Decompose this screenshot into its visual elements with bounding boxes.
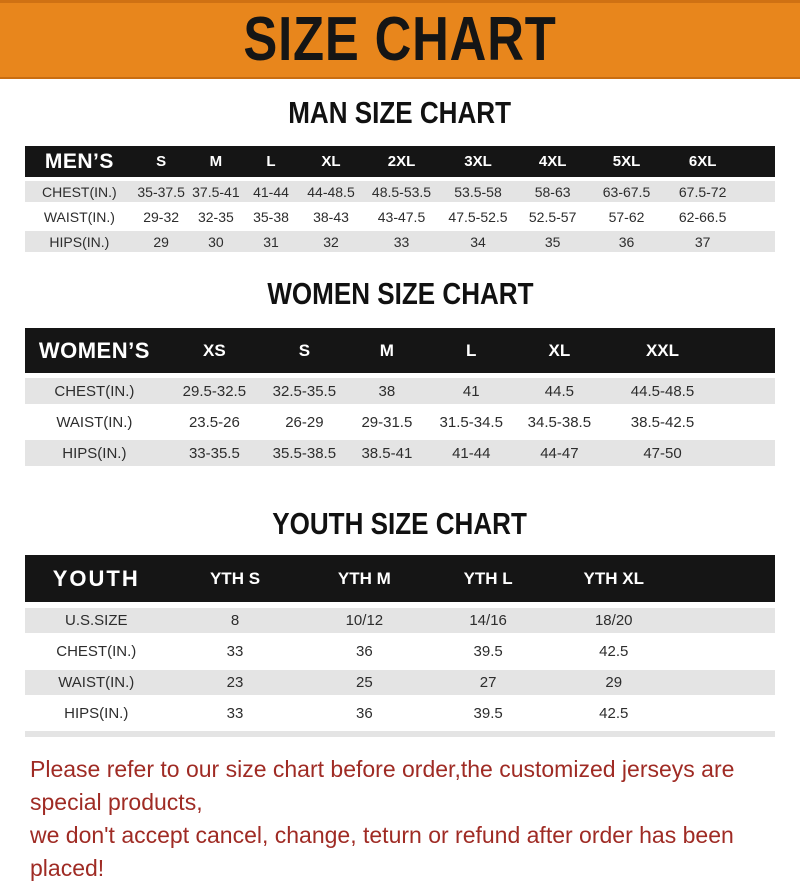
size-cell: 32: [323, 233, 339, 250]
size-cell: 27: [479, 674, 497, 691]
size-cell: 32-35: [197, 208, 234, 225]
size-cell: 36: [618, 233, 635, 250]
women-column-header: L: [466, 340, 477, 360]
size-cell: 38-43: [313, 208, 349, 225]
size-cell: 43-47.5: [377, 208, 426, 225]
men-column-header: 3XL: [464, 153, 492, 170]
size-cell: 48.5-53.5: [371, 183, 432, 200]
banner-title: SIZE CHART: [243, 5, 557, 74]
youth-section-heading: YOUTH SIZE CHART: [272, 506, 528, 541]
women-waist-row: [25, 409, 775, 435]
women-chest-row: [25, 378, 775, 404]
men-size-table: [25, 146, 775, 252]
youth-size-table: [25, 555, 775, 737]
row-label: CHEST(IN.): [54, 382, 135, 400]
order-disclaimer: [0, 753, 800, 885]
size-cell: 10/12: [345, 612, 384, 629]
men-column-header: XL: [321, 153, 341, 170]
size-cell: 39.5: [473, 643, 503, 660]
size-cell: 38: [378, 382, 396, 400]
size-chart-banner: [0, 0, 800, 79]
youth-chest-row: [25, 639, 775, 664]
size-cell: 33-35.5: [188, 444, 240, 462]
size-cell: 29: [605, 674, 623, 691]
row-label: WAIST(IN.): [58, 674, 135, 691]
size-cell: 29-31.5: [361, 413, 413, 431]
size-cell: 33: [226, 643, 244, 660]
size-cell: 26-29: [285, 413, 324, 431]
youth-waist-row: [25, 670, 775, 695]
men-table-corner-label: MEN’S: [44, 149, 114, 173]
size-cell: 23.5-26: [188, 413, 240, 431]
row-label: HIPS(IN.): [64, 705, 129, 722]
size-cell: 29: [153, 233, 169, 250]
size-cell: 42.5: [599, 643, 629, 660]
women-column-header: XS: [203, 340, 226, 360]
size-cell: 41-44: [452, 444, 491, 462]
size-cell: 44.5-48.5: [630, 382, 695, 400]
youth-ussize-row: [25, 608, 775, 633]
size-cell: 33: [226, 705, 244, 722]
size-cell: 31.5-34.5: [439, 413, 503, 431]
men-column-header: 2XL: [387, 153, 416, 170]
size-cell: 52.5-57: [528, 208, 577, 225]
size-cell: 41-44: [253, 183, 289, 200]
size-cell: 36: [356, 643, 373, 660]
size-cell: 67.5-72: [678, 183, 727, 200]
size-cell: 44-47: [540, 444, 579, 462]
men-column-header: S: [156, 153, 167, 170]
youth-column-header: YTH XL: [583, 568, 644, 588]
size-cell: 41: [462, 382, 480, 400]
size-cell: 53.5-58: [454, 183, 502, 200]
size-cell: 34: [470, 233, 486, 250]
size-cell: 33: [393, 233, 410, 250]
size-cell: 23: [226, 674, 244, 691]
men-table-header-row: [25, 146, 775, 177]
men-hips-row: [25, 231, 775, 252]
youth-table-corner-label: YOUTH: [52, 565, 140, 591]
size-cell: 47-50: [643, 444, 682, 462]
women-section-heading: WOMEN SIZE CHART: [266, 276, 534, 311]
size-cell: 37.5-41: [192, 183, 240, 200]
men-column-header: 5XL: [612, 153, 641, 170]
youth-table-header-row: [25, 555, 775, 602]
youth-column-header: YTH L: [463, 568, 513, 588]
men-column-header: M: [209, 153, 223, 170]
men-column-header: 4XL: [538, 153, 567, 170]
women-column-header: XXL: [645, 340, 680, 360]
size-cell: 35: [544, 233, 561, 250]
size-cell: 35-38: [253, 208, 289, 225]
youth-column-header: YTH S: [209, 568, 261, 588]
women-table-header-row: [25, 328, 775, 373]
row-label: WAIST(IN.): [43, 208, 115, 225]
row-label: U.S.SIZE: [64, 612, 128, 629]
size-cell: 47.5-52.5: [448, 208, 508, 225]
women-table-corner-label: WOMEN’S: [38, 337, 150, 363]
men-column-header: L: [266, 153, 276, 170]
size-cell: 32.5-35.5: [272, 382, 337, 400]
size-cell: 37: [694, 233, 711, 250]
size-cell: 44.5: [544, 382, 574, 400]
size-cell: 38.5-42.5: [630, 413, 695, 431]
men-column-header: 6XL: [688, 153, 717, 170]
women-column-header: S: [298, 340, 311, 360]
row-label: HIPS(IN.): [49, 233, 110, 250]
youth-column-header: YTH M: [337, 568, 391, 588]
row-label: HIPS(IN.): [62, 444, 127, 462]
men-section-heading: MAN SIZE CHART: [288, 95, 512, 130]
men-chest-row: [25, 181, 775, 202]
size-cell: 35.5-38.5: [272, 444, 337, 462]
size-cell: 42.5: [599, 705, 629, 722]
women-hips-row: [25, 440, 775, 466]
size-cell: 63-67.5: [602, 183, 651, 200]
size-cell: 29.5-32.5: [182, 382, 247, 400]
size-cell: 35-37.5: [137, 183, 185, 200]
size-cell: 57-62: [608, 208, 645, 225]
youth-hips-row: [25, 701, 775, 726]
table-bottom-strip: [25, 731, 775, 737]
disclaimer-line: Please refer to our size chart before order,the customized jerseys are special products,: [30, 756, 735, 815]
size-cell: 38.5-41: [361, 444, 413, 462]
size-cell: 36: [356, 705, 373, 722]
size-cell: 8: [230, 612, 240, 629]
women-column-header: M: [379, 340, 394, 360]
size-cell: 29-32: [143, 208, 180, 225]
size-cell: 34.5-38.5: [527, 413, 592, 431]
women-size-table: [25, 328, 775, 466]
disclaimer-line: we don't accept cancel, change, teturn or refund after order has been placed!: [30, 822, 734, 881]
row-label: WAIST(IN.): [56, 413, 133, 431]
size-cell: 44-48.5: [307, 183, 355, 200]
size-cell: 39.5: [473, 705, 503, 722]
size-cell: 31: [263, 233, 279, 250]
women-column-header: XL: [548, 340, 571, 360]
size-cell: 62-66.5: [678, 208, 727, 225]
men-waist-row: [25, 206, 775, 227]
size-cell: 25: [356, 674, 373, 691]
row-label: CHEST(IN.): [56, 643, 137, 660]
row-label: CHEST(IN.): [42, 183, 117, 200]
size-cell: 58-63: [534, 183, 571, 200]
size-cell: 14/16: [469, 612, 507, 629]
size-cell: 30: [208, 233, 224, 250]
size-cell: 18/20: [594, 612, 633, 629]
